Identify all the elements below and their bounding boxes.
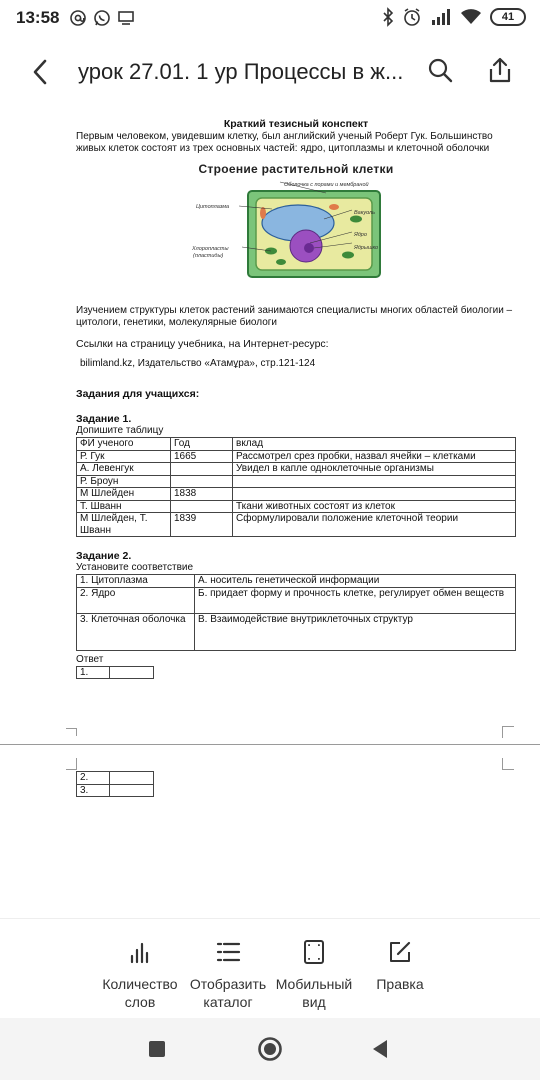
doc-intro: Первым человеком, увидевшим клетку, был английский ученый Роберт Гук. Большинство живых клеток состоят из трех основных частей: ядро, цитоплазмы и клеточной оболочки bbox=[76, 131, 493, 154]
task1-table bbox=[76, 437, 516, 537]
screen-icon bbox=[117, 9, 135, 27]
table-row bbox=[77, 784, 154, 797]
share-icon bbox=[488, 57, 512, 83]
table-row bbox=[77, 575, 516, 588]
table-row bbox=[77, 463, 516, 476]
word-count-icon bbox=[128, 940, 152, 964]
search-icon bbox=[427, 57, 453, 83]
page-corner-mark bbox=[502, 758, 514, 770]
links-text: bilimland.kz, Издательство «Атамұра», стр.121-124 bbox=[80, 358, 316, 369]
status-time: 13:58 bbox=[16, 8, 60, 27]
label-membrane: Оболочка с порами и мембраной bbox=[284, 182, 369, 188]
tasks-title: Задания для учащихся: bbox=[76, 388, 200, 400]
table-cell: Б. придает форму и прочность клетке, регулирует обмен веществ bbox=[195, 587, 516, 613]
search-button[interactable] bbox=[420, 50, 460, 90]
table-cell: А. Левенгук bbox=[77, 463, 171, 476]
table-cell: М Шлейден bbox=[77, 488, 171, 501]
cell-figure bbox=[76, 163, 516, 281]
table-cell: 3. bbox=[77, 784, 110, 797]
answer-table-page2 bbox=[76, 771, 154, 797]
table-cell: 1. Цитоплазма bbox=[77, 575, 195, 588]
doc-paragraph: Изучением структуры клеток растений занимаются специалисты многих областей биологии – цитологи, генетики, молекулярные биологи bbox=[76, 305, 513, 328]
label-chloroplasts: Хлоропласты bbox=[192, 246, 229, 252]
whatsapp-icon bbox=[93, 9, 111, 27]
table-row bbox=[77, 772, 154, 785]
table-header-cell: вклад bbox=[233, 438, 516, 451]
table-cell bbox=[110, 772, 154, 785]
tool-label: Количество bbox=[102, 976, 178, 992]
label-cytoplasm: Цитоплазма bbox=[196, 204, 230, 210]
table-row bbox=[77, 613, 516, 650]
tool-label: Отобразить bbox=[189, 976, 267, 992]
table-cell: Сформулировали положение клеточной теории bbox=[233, 513, 516, 537]
doc-heading: Краткий тезисный конспект bbox=[223, 118, 369, 130]
table-cell: Рассмотрел срез пробки, назвал ячейки – клетками bbox=[233, 450, 516, 463]
table-cell bbox=[171, 475, 233, 488]
table-row bbox=[77, 450, 516, 463]
label-vacuole: Вакуоль bbox=[354, 210, 376, 216]
table-cell bbox=[233, 488, 516, 501]
page-corner-mark bbox=[502, 726, 514, 738]
at-icon bbox=[69, 9, 87, 27]
page-corner-mark bbox=[66, 758, 76, 770]
task2-table bbox=[76, 574, 516, 651]
table-row bbox=[77, 488, 516, 501]
table-cell bbox=[171, 463, 233, 476]
app-bar bbox=[0, 44, 540, 100]
mobile-view-icon bbox=[303, 939, 325, 965]
battery-icon bbox=[490, 8, 526, 26]
document-title: урок 27.01. 1 ур Процессы в ж... bbox=[78, 59, 404, 84]
table-cell: Т. Шванн bbox=[77, 500, 171, 513]
tool-label: каталог bbox=[203, 994, 253, 1010]
back-arrow-icon bbox=[32, 59, 48, 85]
table-cell: 3. Клеточная оболочка bbox=[77, 613, 195, 650]
table-cell bbox=[171, 500, 233, 513]
table-cell bbox=[110, 666, 154, 679]
answer-label: Ответ bbox=[76, 653, 104, 665]
table-cell: В. Взаимодействие внутриклеточных структур bbox=[195, 613, 516, 650]
share-button[interactable] bbox=[480, 50, 520, 90]
table-row bbox=[77, 666, 154, 679]
page-corner-mark bbox=[66, 728, 76, 740]
table-header-row bbox=[77, 438, 516, 451]
mobile-view-button[interactable] bbox=[267, 937, 361, 1011]
tool-label: слов bbox=[124, 994, 156, 1010]
home-icon bbox=[257, 1036, 283, 1062]
alarm-icon bbox=[402, 7, 422, 27]
table-row bbox=[77, 500, 516, 513]
task2-title: Задание 2. bbox=[76, 550, 132, 562]
label-plastids: (пластиды) bbox=[193, 253, 224, 259]
bottom-toolbar bbox=[0, 918, 540, 1018]
table-cell: 1838 bbox=[171, 488, 233, 501]
answer-table-page1 bbox=[76, 666, 154, 680]
table-row bbox=[77, 587, 516, 613]
table-header-cell: ФИ ученого bbox=[77, 438, 171, 451]
table-cell: М Шлейден, Т. Шванн bbox=[77, 513, 171, 537]
page-corner-mark bbox=[76, 758, 77, 770]
back-icon bbox=[371, 1039, 389, 1059]
tool-label: вид bbox=[302, 994, 326, 1010]
signal-icon bbox=[430, 8, 452, 26]
links-title: Ссылки на страницу учебника, на Интернет-ресурс: bbox=[76, 338, 329, 350]
table-cell: Ткани животных состоят из клеток bbox=[233, 500, 516, 513]
table-cell: 1665 bbox=[171, 450, 233, 463]
table-cell: Р. Броун bbox=[77, 475, 171, 488]
table-header-cell: Год bbox=[171, 438, 233, 451]
catalog-icon bbox=[215, 940, 241, 964]
table-cell: А. носитель генетической информации bbox=[195, 575, 516, 588]
table-row bbox=[77, 475, 516, 488]
edit-button[interactable] bbox=[353, 937, 447, 993]
recent-apps-icon bbox=[148, 1040, 166, 1058]
page-break bbox=[0, 744, 540, 745]
wifi-icon bbox=[460, 8, 482, 26]
page-corner-mark bbox=[76, 728, 77, 736]
task1-subtitle: Допишите таблицу bbox=[76, 425, 164, 436]
status-bar bbox=[0, 0, 540, 36]
plant-cell-image bbox=[76, 179, 516, 279]
document-page-2[interactable] bbox=[76, 771, 516, 797]
table-cell: 2. Ядро bbox=[77, 587, 195, 613]
task1-title: Задание 1. bbox=[76, 413, 132, 425]
bluetooth-icon bbox=[382, 7, 394, 27]
table-row bbox=[77, 513, 516, 537]
label-nucleolus: Ядрышко bbox=[354, 245, 379, 251]
table-cell bbox=[233, 475, 516, 488]
tool-label: Правка bbox=[376, 976, 424, 992]
table-cell: 2. bbox=[77, 772, 110, 785]
task2-subtitle: Установите соответствие bbox=[76, 562, 194, 573]
nav-back-button[interactable] bbox=[365, 1034, 395, 1064]
figure-title: Строение растительной клетки bbox=[198, 162, 394, 176]
label-nucleus: Ядро bbox=[354, 232, 367, 238]
home-button[interactable] bbox=[255, 1034, 285, 1064]
battery-level: 41 bbox=[501, 11, 515, 23]
recent-apps-button[interactable] bbox=[142, 1034, 172, 1064]
back-button[interactable] bbox=[18, 50, 62, 94]
word-count-button[interactable] bbox=[93, 937, 187, 1011]
edit-icon bbox=[388, 940, 412, 964]
table-cell bbox=[110, 784, 154, 797]
document-page[interactable] bbox=[76, 118, 516, 679]
navigation-bar bbox=[0, 1018, 540, 1080]
table-cell: Р. Гук bbox=[77, 450, 171, 463]
table-cell: 1839 bbox=[171, 513, 233, 537]
catalog-button[interactable] bbox=[181, 937, 275, 1011]
table-cell: Увидел в капле одноклеточные организмы bbox=[233, 463, 516, 476]
table-cell: 1. bbox=[77, 666, 110, 679]
tool-label: Мобильный bbox=[275, 976, 353, 992]
